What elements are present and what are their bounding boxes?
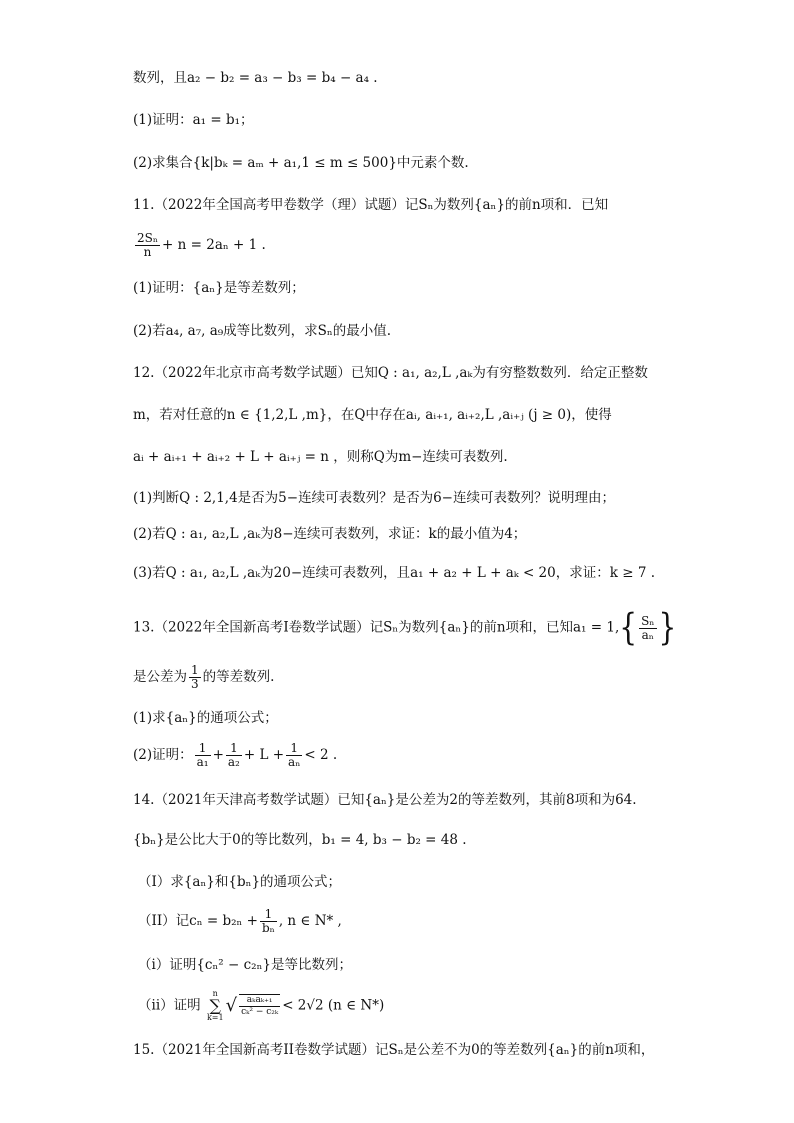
line-text: （I）求{aₙ}和{bₙ}的通项公式； xyxy=(138,874,342,890)
line-text: 数列，且a₂ − b₂ = a₃ − b₃ = b₄ − a₄ . xyxy=(133,70,378,86)
fraction xyxy=(286,742,302,769)
fraction xyxy=(189,664,201,691)
sum-upper-limit: n xyxy=(212,989,218,998)
left-brace: { xyxy=(619,605,638,649)
sigma-symbol: ∑ xyxy=(209,996,221,1015)
problem-15-heading xyxy=(133,1040,654,1060)
problem-11-heading xyxy=(133,195,608,215)
fraction-numerator: 1 xyxy=(286,742,302,756)
line-text: < 2√2 (n ∈ N*) xyxy=(282,997,385,1014)
fraction-denominator: cₖ² − c₂ₖ xyxy=(241,1007,279,1017)
text-line xyxy=(133,708,278,728)
text-line xyxy=(133,405,612,425)
fraction-denominator: 3 xyxy=(191,677,199,691)
line-text: m，若对任意的n ∈ {1,2,L ,m}，在Q中存在aᵢ, aᵢ₊₁, aᵢ₊₂,L ,aᵢ₊ⱼ (j ≥ 0)，使得 xyxy=(133,407,612,423)
fraction-denominator: bₙ xyxy=(261,921,275,935)
text-line xyxy=(133,232,266,259)
line-text: 11.（2022年全国高考甲卷数学（理）试题）记Sₙ为数列{aₙ}的前n项和．已知 xyxy=(133,197,609,213)
text-line xyxy=(138,872,341,892)
text-line xyxy=(133,664,274,691)
line-text: + L + xyxy=(243,747,285,763)
text-line xyxy=(138,955,352,975)
fraction xyxy=(639,615,656,642)
line-text: (2)求集合{k|bₖ = aₘ + a₁,1 ≤ m ≤ 500}中元素个数. xyxy=(133,155,469,171)
text-line: (2)证明： $\frac{1}{\text{a₁}}$ + $\frac{1}{\text{a₂}}$ + L + $\frac{1}{\text{aₙ}}$ < 2 . xyxy=(133,741,338,769)
fraction-numerator: 1 xyxy=(191,663,199,677)
fraction-numerator: 1 xyxy=(260,908,277,922)
text-line xyxy=(138,990,384,1022)
problem-12-heading xyxy=(133,363,648,383)
line-text: , n ∈ N* , xyxy=(278,913,342,929)
line-text: 13.（2022年全国新高考I卷数学试题）记Sₙ为数列{aₙ}的前n项和，已知a₁ = 1, xyxy=(133,619,620,636)
summation xyxy=(207,990,224,1022)
line-text: (2)证明： xyxy=(133,747,193,763)
line-text: + n = 2aₙ + 1 . xyxy=(162,237,266,253)
text-line xyxy=(133,321,391,341)
text-line xyxy=(138,908,342,935)
fraction-denominator: aₙ xyxy=(641,627,654,642)
sum-lower-limit: k=1 xyxy=(206,1013,224,1022)
text-line xyxy=(133,68,378,88)
fraction-denominator: a₁ xyxy=(196,755,209,769)
fraction xyxy=(195,742,211,769)
fraction-denominator: n xyxy=(143,245,152,259)
line-text: (2)若Q : a₁, a₂,L ,aₖ为8−连续可表数列，求证：k的最小值为4； xyxy=(133,526,527,542)
text-line xyxy=(133,524,526,544)
line-text: 12.（2022年北京市高考数学试题）已知Q : a₁, a₂,L ,aₖ为有穷整数数列．给定正整数 xyxy=(133,365,648,381)
line-text: （II）记cₙ = b₂ₙ + xyxy=(138,913,258,929)
line-text: (1)求{aₙ}的通项公式； xyxy=(133,710,278,726)
fraction xyxy=(135,232,160,259)
fraction-numerator: Sₙ xyxy=(641,613,655,628)
text-line xyxy=(133,110,254,130)
text-line xyxy=(133,488,615,508)
text-line xyxy=(133,278,305,298)
radicand-fraction xyxy=(239,994,280,1018)
line-text: aᵢ + aᵢ₊₁ + aᵢ₊₂ + L + aᵢ₊ⱼ = n ，则称Q为m−连续可表数列. xyxy=(133,449,508,465)
line-text: {bₙ}是公比大于0的等比数列，b₁ = 4, b₃ − b₂ = 48 . xyxy=(133,832,467,848)
line-text: 是公差为 xyxy=(133,669,187,685)
fraction-numerator: 1 xyxy=(226,742,242,756)
text-line xyxy=(133,563,655,583)
fraction xyxy=(260,908,277,935)
line-text: 的等差数列. xyxy=(202,669,275,685)
text-line xyxy=(133,153,469,173)
text-line xyxy=(133,830,467,850)
text-line xyxy=(133,447,508,467)
line-text: < 2 . xyxy=(304,747,338,763)
line-text: （ii）证明 xyxy=(138,997,201,1014)
line-text: 14.（2021年天津高考数学试题）已知{aₙ}是公差为2的等差数列，其前8项和为64. xyxy=(133,792,637,808)
fraction xyxy=(226,742,242,769)
line-text: （i）证明{cₙ² − c₂ₙ}是等比数列； xyxy=(138,957,353,973)
fraction-denominator: aₙ xyxy=(288,755,301,769)
fraction-numerator: aₖaₖ₊₁ xyxy=(239,995,280,1007)
right-brace: } xyxy=(658,605,677,649)
fraction-denominator: a₂ xyxy=(227,755,240,769)
line-text: 15.（2021年全国新高考II卷数学试题）记Sₙ是公差不为0的等差数列{aₙ}的前n项和， xyxy=(133,1042,655,1058)
fraction-numerator: 1 xyxy=(195,742,211,756)
problem-14-heading xyxy=(133,790,637,810)
line-text: (1)判断Q : 2,1,4是否为5−连续可表数列？是否为6−连续可表数列？说明理由； xyxy=(133,490,615,506)
line-text: (1)证明：a₁ = b₁； xyxy=(133,112,254,128)
fraction-numerator: 2Sₙ xyxy=(137,231,159,245)
radical-sign: √ xyxy=(225,995,238,1016)
line-text: (2)若a₄, a₇, a₉成等比数列，求Sₙ的最小值. xyxy=(133,323,392,339)
problem-13-heading xyxy=(133,605,677,649)
line-text: (3)若Q : a₁, a₂,L ,aₖ为20−连续可表数列，且a₁ + a₂ + L + aₖ < 20，求证：k ≥ 7 . xyxy=(133,565,655,581)
line-text: (1)证明：{aₙ}是等差数列； xyxy=(133,280,305,296)
